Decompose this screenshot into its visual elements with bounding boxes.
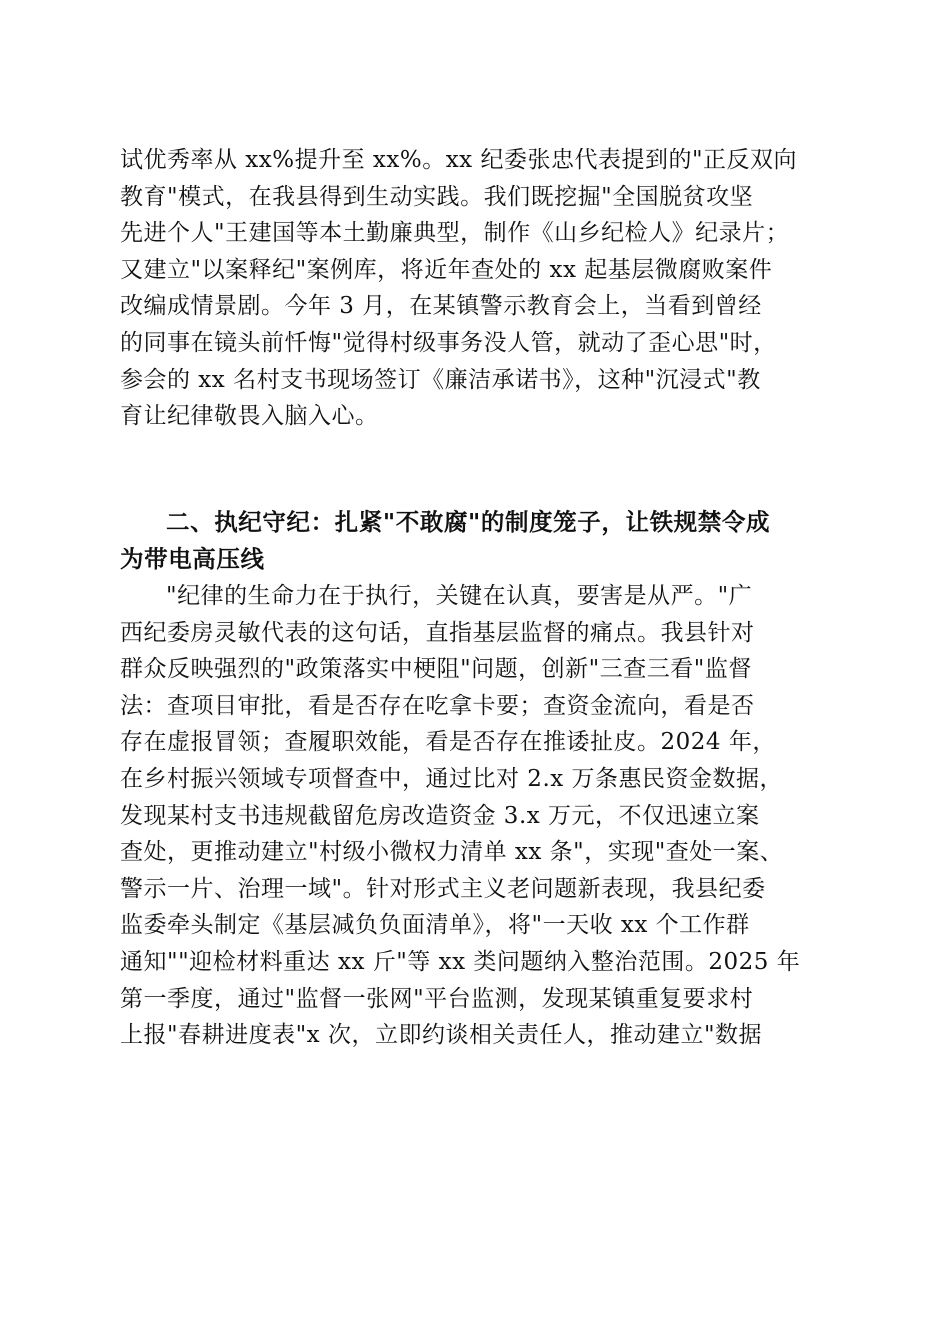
text-line: 改编成情景剧。今年 3 月，在某镇警示教育会上，当看到曾经 xyxy=(120,293,762,320)
text-line: 警示一片、治理一域"。针对形式主义老问题新表现，我县纪委 xyxy=(120,875,766,902)
text-line: 在乡村振兴领域专项督查中，通过比对 2.x 万条惠民资金数据， xyxy=(120,765,784,792)
text-line: 监委牵头制定《基层减负负面清单》，将"一天收 xx 个工作群 xyxy=(120,912,750,939)
text-line: 又建立"以案释纪"案例库，将近年查处的 xx 起基层微腐败案件 xyxy=(120,256,773,283)
heading-line: 二、执纪守纪：扎紧"不敢腐"的制度笼子，让铁规禁令成 xyxy=(166,508,771,536)
text-line: 先进个人"王建国等本土勤廉典型，制作《山乡纪检人》纪录片； xyxy=(120,220,790,247)
text-line: 第一季度，通过"监督一张网"平台监测，发现某镇重复要求村 xyxy=(120,985,754,1012)
text-line: 教育"模式，在我县得到生动实践。我们既挖掘"全国脱贫攻坚 xyxy=(120,183,754,210)
section-heading xyxy=(120,504,832,577)
text-line: 发现某村支书违规截留危房改造资金 3.x 万元，不仅迅速立案 xyxy=(120,802,760,829)
text-line: 法：查项目审批，看是否存在吃拿卡要；查资金流向，看是否 xyxy=(120,692,755,719)
text-line: 通知""迎检材料重达 xx 斤"等 xx 类问题纳入整治范围。2025 年 xyxy=(120,948,801,975)
text-line: 存在虚报冒领；查履职效能，看是否存在推诿扯皮。2024 年， xyxy=(120,729,776,756)
text-line: 查处，更推动建立"村级小微权力清单 xx 条"，实现"查处一案、 xyxy=(120,839,784,866)
text-line: 上报"春耕进度表"x 次，立即约谈相关责任人，推动建立"数据 xyxy=(120,1022,763,1049)
heading-line: 为带电高压线 xyxy=(120,544,265,573)
text-line: 群众反映强烈的"政策落实中梗阻"问题，创新"三查三看"监督 xyxy=(120,656,752,683)
text-line: 的同事在镜头前忏悔"觉得村级事务没人管，就动了歪心思"时， xyxy=(120,329,777,356)
text-line: 试优秀率从 xx%提升至 xx%。xx 纪委张忠代表提到的"正反双向 xyxy=(120,147,798,173)
text-line: 西纪委房灵敏代表的这句话，直指基层监督的痛点。我县针对 xyxy=(120,619,755,646)
paragraph-discipline xyxy=(120,578,832,1054)
text-line: 参会的 xx 名村支书现场签订《廉洁承诺书》，这种"沉浸式"教 xyxy=(120,366,761,393)
text-line: "纪律的生命力在于执行，关键在认真，要害是从严。"广 xyxy=(166,583,753,609)
text-line: 育让纪律敬畏入脑入心。 xyxy=(120,403,379,430)
paragraph-education xyxy=(120,142,832,435)
